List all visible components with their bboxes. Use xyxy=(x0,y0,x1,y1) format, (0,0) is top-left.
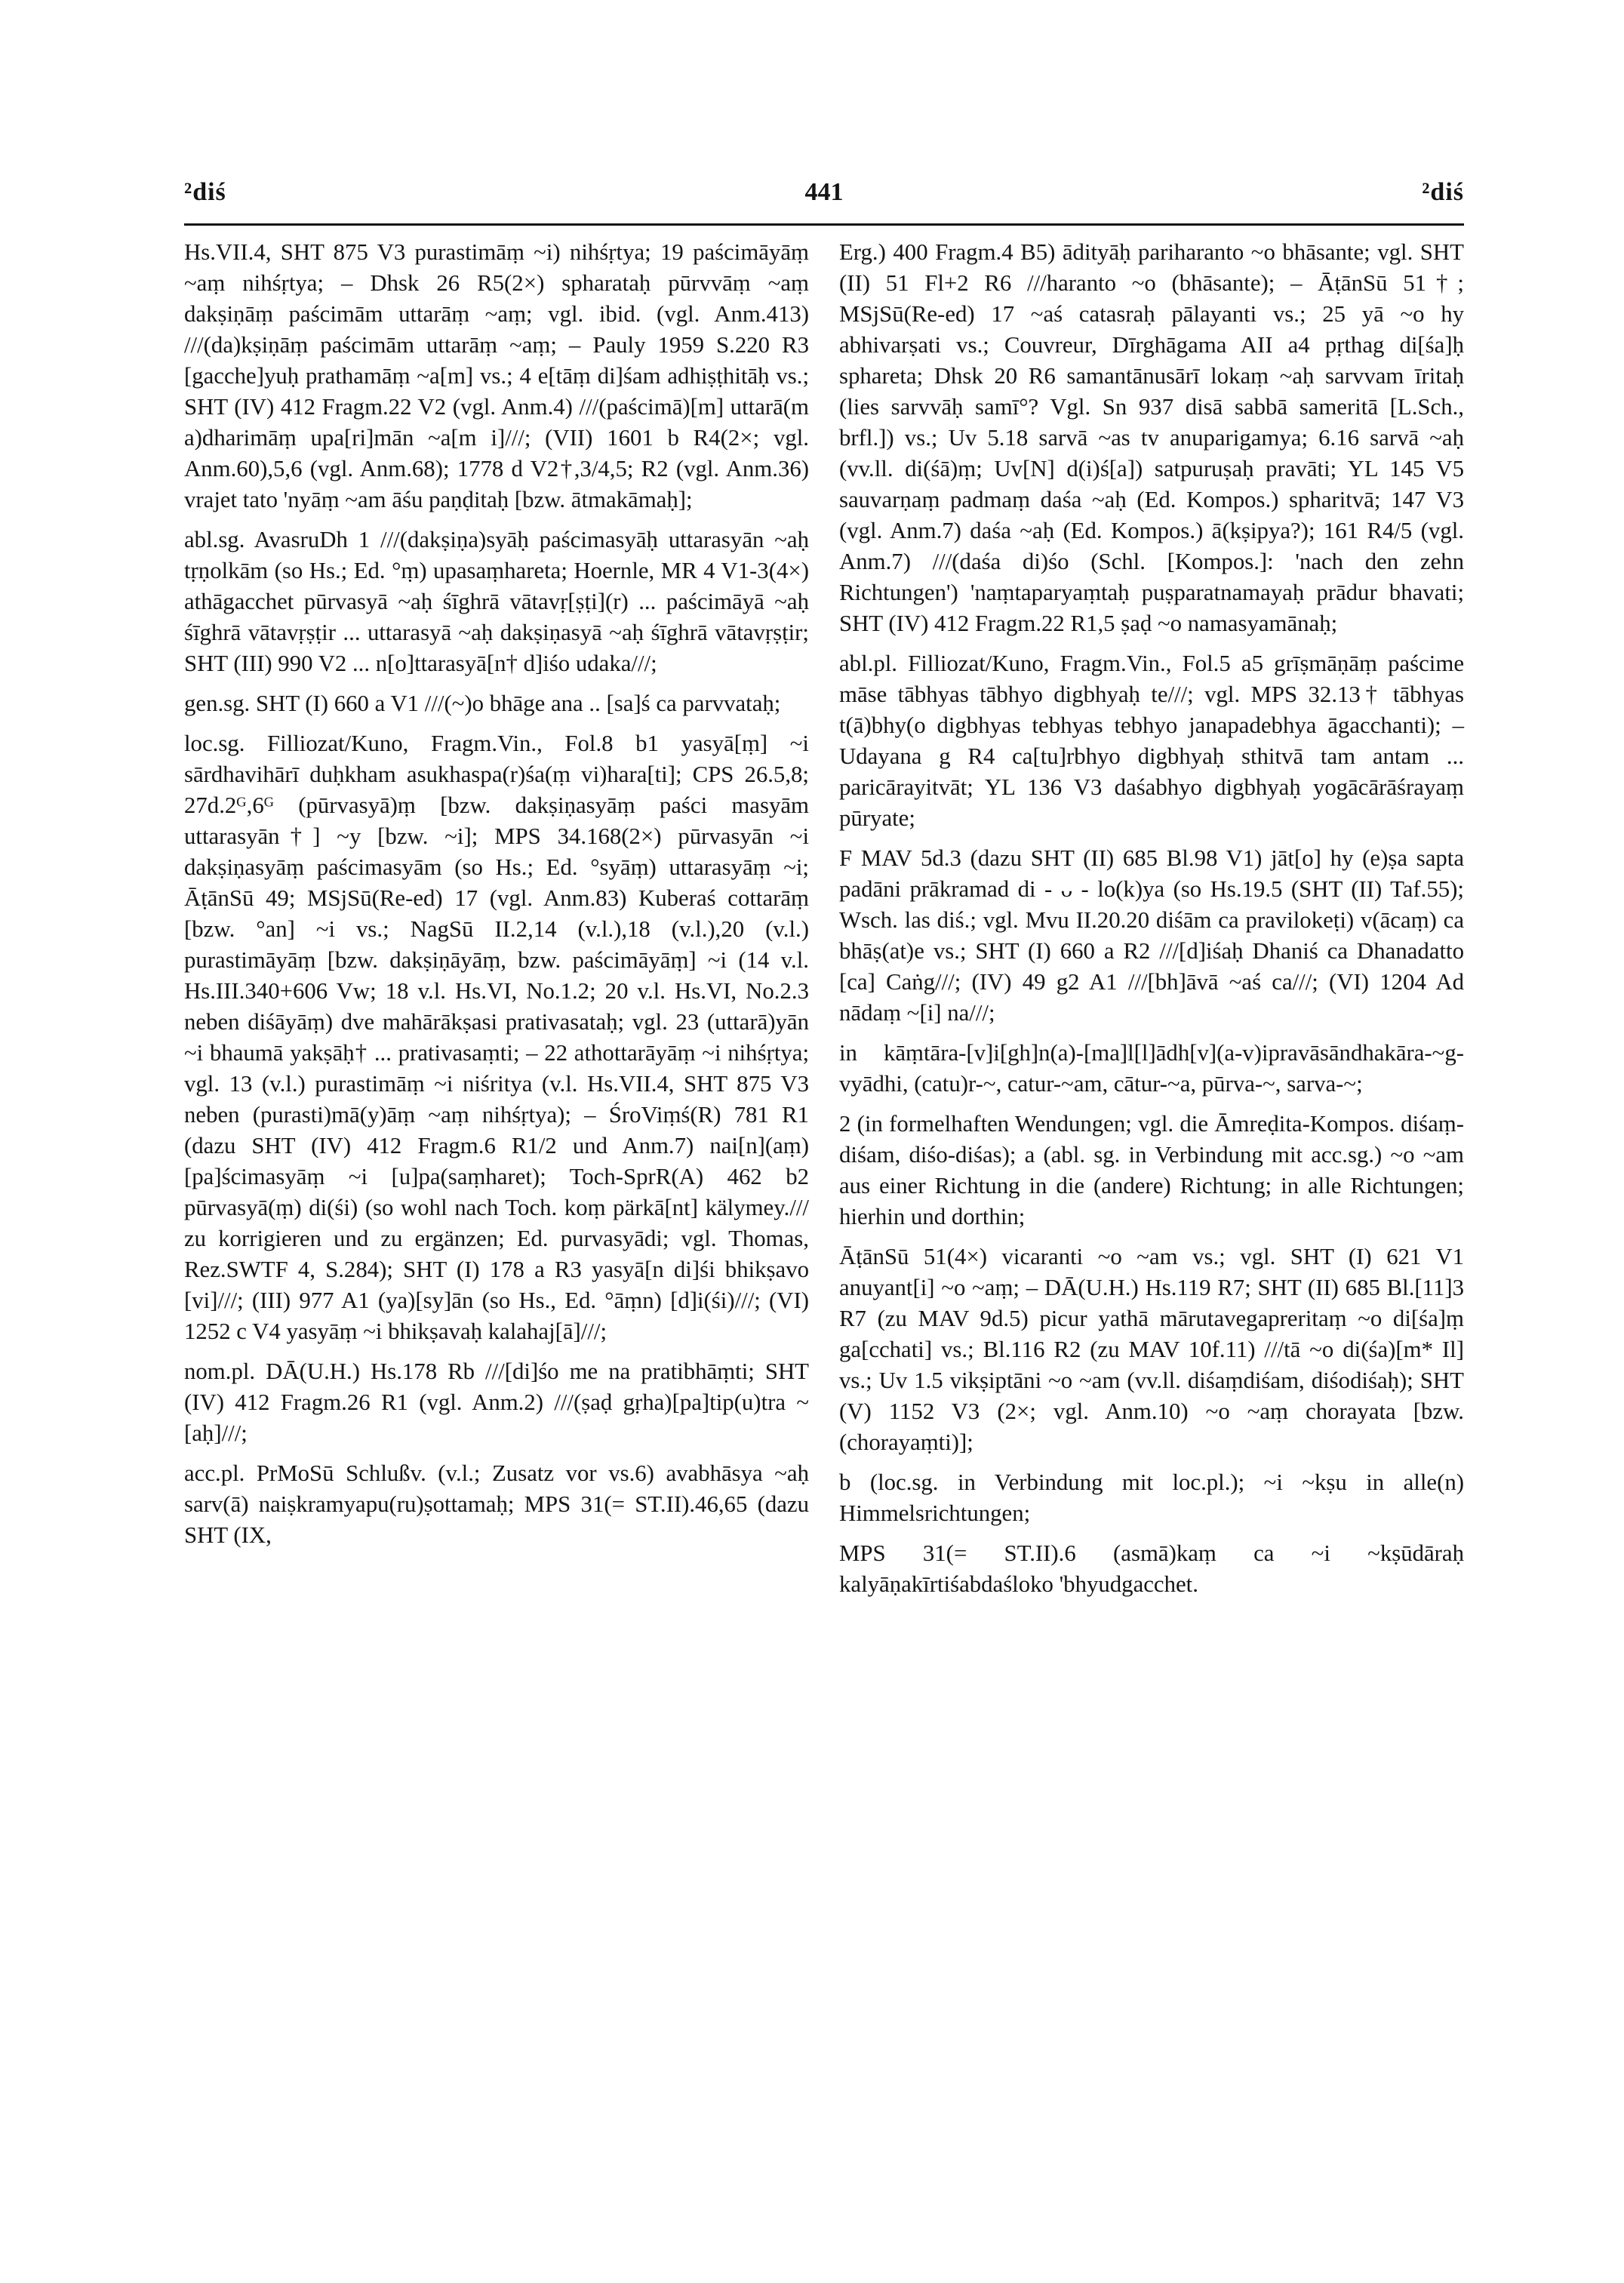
left-column xyxy=(184,237,809,1560)
header-rule xyxy=(184,223,1464,226)
entry-paragraph: nom.pl. DĀ(U.H.) Hs.178 Rb ///[di]śo me na pratibhāṃti; SHT (IV) 412 Fragm.26 R1 (vgl. Anm.2) ///(ṣaḍ gṛha)[pa]tip(u)tra ~[aḥ]///; xyxy=(184,1358,809,1446)
entry-paragraph: Hs.VII.4, SHT 875 V3 purastimāṃ ~i) nihśṛtya; 19 paścimāyāṃ ~aṃ nihśṛtya; – Dhsk 26 R5(2×) spharataḥ pūrvvāṃ ~aṃ dakṣiṇāṃ paścimām uttarāṃ ~aṃ; vgl. ibid. (vgl. Anm.413) ///(da)kṣiṇāṃ paścimām uttarāṃ ~aṃ; – Pauly 1959 S.220 R3 [gacche]yuḥ prathamāṃ ~a[m] vs.; 4 e[tāṃ di]śam adhiṣṭhitāḥ vs.; SHT (IV) 412 Fragm.22 V2 (vgl. Anm.4) ///(paścimā)[m] uttarā(m a)dharimāṃ upa[ri]mān ~a[m i]///; (VII) 1601 b R4(2×; vgl. Anm.60),5,6 (vgl. Anm.68); 1778 d V2†,3/4,5; R2 (vgl. Anm.36) vrajet tato 'nyāṃ ~am āśu paṇḍitaḥ [bzw. ātmakāmaḥ]; xyxy=(184,239,809,512)
page-header xyxy=(184,178,1464,223)
entry-paragraph: gen.sg. SHT (I) 660 a V1 ///(~)o bhāge ana .. [sa]ś ca parvvataḥ; xyxy=(184,691,781,716)
entry-paragraph: abl.sg. AvasruDh 1 ///(dakṣiṇa)syāḥ paścimasyāḥ uttarasyān ~aḥ tṛṇolkām (so Hs.; Ed. °ṃ) upasaṃhareta; Hoernle, MR 4 V1-3(4×) athāgacchet pūrvasyā ~aḥ śīghrā vātavṛ[ṣṭi](r) ... paścimāyā ~aḥ śīghrā vātavṛṣṭir ... uttarasyā ~aḥ dakṣiṇasyā ~aḥ śīghrā vātavṛṣṭir; SHT (III) 990 V2 ... n[o]ttarasyā[n† d]iśo udaka///; xyxy=(184,527,809,676)
page-number: 441 xyxy=(804,178,844,206)
entry-paragraph: ĀṭānSū 51(4×) vicaranti ~o ~am vs.; vgl. SHT (I) 621 V1 anuyant[i] ~o ~aṃ; – DĀ(U.H.) Hs.119 R7; SHT (II) 685 Bl.[11]3 R7 (zu MAV 9d.5) picur yathā mārutavegapreritaṃ ~o di[śa]ṃ ga[cchati] vs.; Bl.116 R2 (zu MAV 10f.11) ///tā ~o di(śa)[m* Il] vs.; Uv 1.5 vikṣiptāni ~o ~am (vv.ll. diśaṃdiśam, diśodiśaḥ); SHT (V) 1152 V3 (2×; vgl. Anm.10) ~o ~aṃ chorayata [bzw. (chorayaṃti)]; xyxy=(839,1244,1464,1455)
entry-paragraph: acc.pl. PrMoSū Schlußv. (v.l.; Zusatz vor vs.6) avabhāsya ~aḥ sarv(ā) naiṣkramyapu(ru)ṣottamaḥ; MPS 31(= ST.II).46,65 (dazu SHT (IX, xyxy=(184,1460,809,1548)
running-headword-right: ²diś xyxy=(1422,178,1464,206)
running-headword-left: ²diś xyxy=(184,178,226,206)
entry-paragraph: b (loc.sg. in Verbindung mit loc.pl.); ~i ~kṣu in alle(n) Himmelsrichtungen; xyxy=(839,1469,1464,1526)
entry-paragraph: 2 (in formelhaften Wendungen; vgl. die Āmreḍita-Kompos. diśaṃ-diśam, diśo-diśas); a (abl. sg. in Verbindung mit acc.sg.) ~o ~am aus einer Richtung in die (andere) Richtung; in alle Richtungen; hierhin und dorthin; xyxy=(839,1111,1464,1229)
entry-paragraph: F MAV 5d.3 (dazu SHT (II) 685 Bl.98 V1) jāt[o] hy (e)ṣa sapta padāni prākramad di - ᴗ - lo(k)ya (so Hs.19.5 (SHT (II) Taf.55); Wsch. las diś.; vgl. Mvu II.20.20 diśām ca pravilokeṭi) v(ācaṃ) ca bhāṣ(at)e vs.; SHT (I) 660 a R2 ///[d]iśaḥ Dhaniś ca Dhanadatto [ca] Caṅg///; (IV) 49 g2 A1 ///[bh]āvā ~aś ca///; (VI) 1204 Ad nādaṃ ~[i] na///; xyxy=(839,845,1464,1026)
entry-paragraph: Erg.) 400 Fragm.4 B5) ādityāḥ pariharanto ~o bhāsante; vgl. SHT (II) 51 Fl+2 R6 ///haranto ~o (bhāsante); – ĀṭānSū 51†; MSjSū(Re-ed) 17 ~aś catasraḥ pālayanti vs.; 25 yā ~o hy abhivarṣati vs.; Couvreur, Dīrghāgama AII a4 pṛthag di[śa]ḥ sphareta; Dhsk 20 R6 samantānusārī lokaṃ ~aḥ sarvvam īritaḥ (lies sarvvāḥ samī°? Vgl. Sn 937 disā sabbā sameritā [L.Sch., brfl.]) vs.; Uv 5.18 sarvā ~as tv anuparigamya; 6.16 sarvā ~aḥ (vv.ll. di(śā)ṃ; Uv[N] d(i)ś[a]) satpuruṣaḥ pravāti; YL 145 V5 sauvarṇaṃ padmaṃ daśa ~aḥ (Ed. Kompos.) spharitvā; 147 V3 (vgl. Anm.7) daśa ~aḥ (Ed. Kompos.) ā(kṣipya?); 161 R4/5 (vgl. Anm.7) ///(daśa di)śo (Schl. [Kompos.]: 'nach den zehn Richtungen') 'naṃtaparyaṃtaḥ puṣparatnamayaḥ prādur bhavati; SHT (IV) 412 Fragm.22 R1,5 ṣaḍ ~o namasyamānaḥ; xyxy=(839,239,1464,636)
right-column xyxy=(839,237,1464,1609)
entry-paragraph: in kāṃtāra-[v]i[gh]n(a)-[ma]l[l]ādh[v](a-v)ipravāsāndhakāra-~g-vyādhi, (catu)r-~, catur-~am, cātur-~a, pūrva-~, sarva-~; xyxy=(839,1040,1464,1097)
entry-paragraph: loc.sg. Filliozat/Kuno, Fragm.Vin., Fol.8 b1 yasyā[ṃ] ~i sārdhavihārī duḥkham asukhaspa(r)śa(ṃ vi)hara[ti]; CPS 26.5,8; 27d.2ᴳ,6ᴳ (pūrvasyā)ṃ [bzw. dakṣiṇasyāṃ paści masyām uttarasyān†] ~y [bzw. ~i]; MPS 34.168(2×) pūrvasyān ~i dakṣiṇasyāṃ paścimasyām (so Hs.; Ed. °syāṃ) uttarasyāṃ ~i; ĀṭānSū 49; MSjSū(Re-ed) 17 (vgl. Anm.83) Kuberaś cottarāṃ [bzw. °an] ~i vs.; NagSū II.2,14 (v.l.),18 (v.l.),20 (v.l.) purastimāyāṃ [bzw. dakṣiṇāyāṃ, bzw. paścimāyāṃ] ~i (14 v.l. Hs.III.340+606 Vw; 18 v.l. Hs.VI, No.1.2; 20 v.l. Hs.VI, No.2.3 neben diśāyāṃ) dve mahārākṣasi prativasataḥ; vgl. 23 (uttarā)yān ~i bhaumā yakṣāḥ† ... prativasaṃti; – 22 athottarāyāṃ ~i nihśṛtya; vgl. 13 (v.l.) purastimāṃ ~i niśritya (v.l. Hs.VII.4, SHT 875 V3 neben (purasti)mā(y)āṃ ~aṃ nihśṛtya); – ŚroViṃś(R) 781 R1 (dazu SHT (IV) 412 Fragm.6 R1/2 und Anm.7) nai[n](aṃ) [pa]ścimasyāṃ ~i [u]pa(saṃharet); Toch-SprR(A) 462 b2 pūrvasyā(ṃ) di(śi) (so wohl nach Toch. koṃ pärkā[nt] kälymey./// zu korrigieren und zu ergänzen; Ed. purvasyādi; vgl. Thomas, Rez.SWTF 4, S.284); SHT (I) 178 a R3 yasyā[n di]śi bhikṣavo [vi]///; (III) 977 A1 (ya)[sy]ān (so Hs., Ed. °āṃn) [d]i(śi)///; (VI) 1252 c V4 yasyāṃ ~i bhikṣavaḥ kalahaj[ā]///; xyxy=(184,731,809,1344)
entry-paragraph: MPS 31(= ST.II).6 (asmā)kaṃ ca ~i ~kṣūdāraḥ kalyāṇakīrtiśabdaśloko 'bhyudgacchet. xyxy=(839,1540,1464,1597)
entry-paragraph: abl.pl. Filliozat/Kuno, Fragm.Vin., Fol.5 a5 grīṣmāṇāṃ paścime māse tābhyas tābhyo digbhyaḥ te///; vgl. MPS 32.13† tābhyas t(ā)bhy(o digbhyas tebhyas tebhyo janapadebhya āgacchanti); – Udayana g R4 ca[tu]rbhyo digbhyaḥ sthitvā tam antam ... paricārayitvāt; YL 136 V3 daśabhyo digbhyaḥ yogācārāśrayaṃ pūryate; xyxy=(839,651,1464,831)
